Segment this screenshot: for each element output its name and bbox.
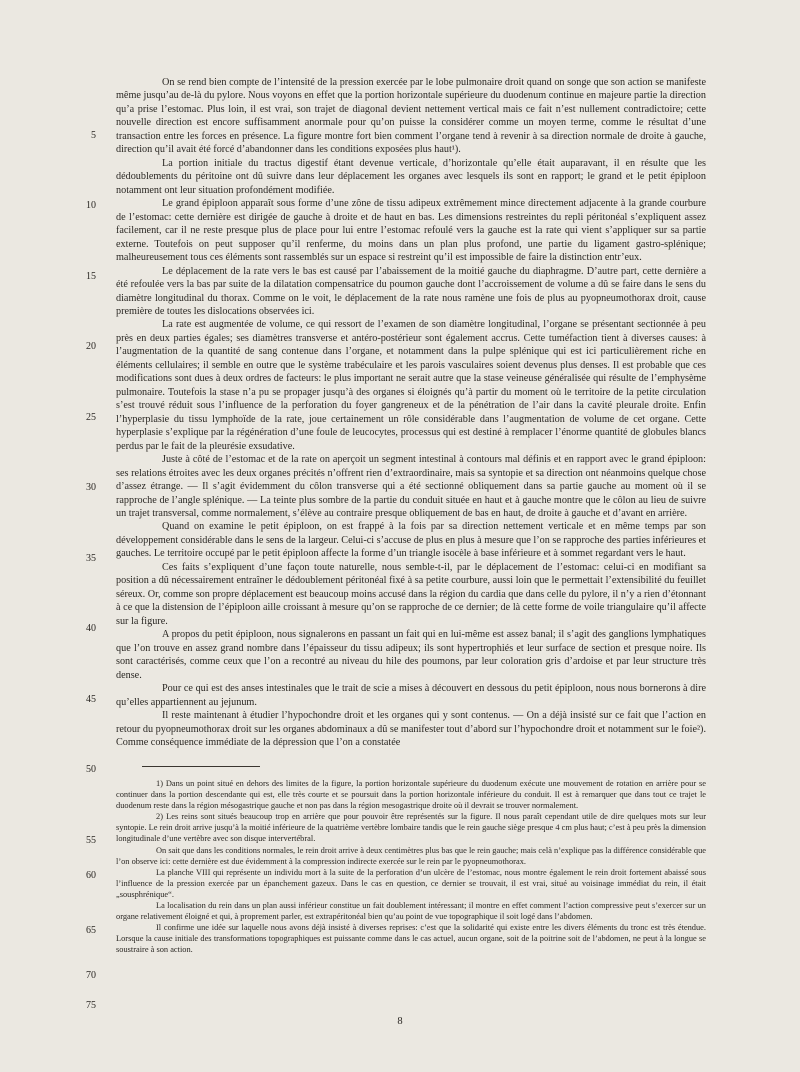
paragraph: La portion initiale du tractus digestif étant devenue verticale, d’horizontale qu’elle était auparavant, il en résulte que les dédoublements du péritoine ont dû suivre dans leur déplacement les organes avec lesquels ils sont en rapport; le grand et le petit épiploon notamment ont leur situation profondément modifiée.	[116, 157, 706, 196]
footnote: La planche VIII qui représente un individu mort à la suite de la perforation d’un ulcère de l’estomac, nous montre également le rein droit fortement abaissé sous l’influence de la pression exercée par un épanchement gazeux. Dans le cas en question, ce dernier se trouvait, il est vrai, situé au voisinage immédiat du rein, il était „sousphrénique“.	[116, 867, 706, 899]
paragraph: Pour ce qui est des anses intestinales que le trait de scie a mises à découvert en dessous du petit épiploon, nous nous bornerons à dire qu’elles appartiennent au jejunum.	[116, 683, 706, 708]
footnotes	[116, 778, 706, 956]
line-number: 35	[86, 553, 96, 564]
footnote: 2) Les reins sont situés beaucoup trop en arrière que pour pouvoir être représentés sur la figure. Il nous paraît cependant utile de dire quelques mots sur leur syntopie. Le rein droit arrive jusqu’à la moitié inférieure de la quatrième vertèbre lombaire tandis que le rein gauche siège presque 4 cm plus haut; c’est à peu près la dimension longitudinale d’une vertèbre avec son disque intervertébral.	[116, 812, 706, 844]
footnote: On sait que dans les conditions normales, le rein droit arrive à deux centimètres plus bas que le rein gauche; mais celà n’explique pas la différence considérable que l’on observe ici: cette dernière est due évidemment à la compression indirecte exercée sur le rein par le pyopneumothorax.	[116, 845, 706, 866]
paragraph: On se rend bien compte de l’intensité de la pression exercée par le lobe pulmonaire droit quand on songe que son action se manifeste même jusqu’au de-là du pylore. Nous voyons en effet que la portion horizontale supérieure du duodenum continue en majeure partie la direction qu’a prise l’estomac. Plus loin, il est vrai, son trajet de diagonal devient nettement vertical mais ce fait n’est nullement contradictoire; cette nouvelle direction est encore suffisamment anormale pour qu’on puisse la considérer comme un moyen terme, comme le résultat d’une transaction entre les forces en présence. La figure montre fort bien comment l’organe tend à revenir à sa direction normale de droite à gauche, direction qu’il avait été forcé d’abandonner dans les conditions exposées plus haut¹).	[116, 77, 706, 156]
footnote: La localisation du rein dans un plan aussi inférieur constitue un fait doublement intéressant; il montre en effet comment l’action compressive peut s’exercer sur un organe relativement éloigné et qui, à proprement parler, est extrapéritonéal bien qu’au point de vue topographique il soit logé dans l’abdomen.	[116, 901, 706, 922]
footnote-rule	[142, 766, 260, 767]
footnote: Il confirme une idée sur laquelle nous avons déjà insisté à diverses reprises: c’est que la solidarité qui existe entre les divers éléments du tronc est très étendue. Lorsque la cause initiale des transformations topographiques est puissante comme dans le cas actuel, aucun organe, soit de la poitrine soit de l’abdomen, ne peut à la longue se soustraire à son action.	[116, 923, 706, 955]
paragraph: La rate est augmentée de volume, ce qui ressort de l’examen de son diamètre longitudinal, l’organe se présentant sectionnée à peu près en deux parties égales; ses diamètres transverse et antéro-postérieur sont également accrus. Cette tuméfaction tient à diverses causes: à l’augmentation de la quantité de sang contenue dans l’organe, et notamment dans la pulpe splénique qui est ici particulièrement riche en éléments cellulaires; il semble en outre que le système trabéculaire et les parois vasculaires soient devenus plus denses. Il est probable que ces modifications sont dues à deux ordres de facteurs: le plus important ne serait autre que la stase veineuse généralisée qui résulte de l’emphysème pulmonaire. Toutefois la stase n’a pu se propager jusqu’à des organes si éloignés qu’à partir du moment où le territoire de la petite circulation s’est trouvé réduit sous l’influence de la perforation du foyer gangreneux et de la pénétration de l’air dans la cavité pleurale droite. Enfin l’hyperplasie du tissu lymphoïde de la rate, joue certainement un rôle considérable dans l’augmentation de volume de cet organe. Cette hyperplasie s’explique par la régénération d’une foule de leucocytes, processus qui est destiné à remplacer l’énorme quantité de globules blancs perdus par le fait de la pleurésie exsudative.	[116, 319, 706, 452]
line-number: 20	[86, 341, 96, 352]
paragraph: Le déplacement de la rate vers le bas est causé par l’abaissement de la moitié gauche du diaphragme. D’autre part, cette dernière a été refoulée vers la bas par suite de la dilatation compensatrice du poumon gauche dont l’accroissement de volume a dû se faire dans le sens du diamètre longitudinal du thorax. Comme on le voit, le déplacement de la rate nous ramène une fois de plus au pyopneumothorax droit, cause première de toutes les dislocations observées ici.	[116, 265, 706, 317]
line-number: 65	[86, 925, 96, 936]
paragraph: Juste à côté de l’estomac et de la rate on aperçoit un segment intestinal à contours mal définis et en rapport avec le grand épiploon: ses relations étroites avec les deux organes précités n’offrent rien d’extraordinaire, mais sa syntopie et sa direction ont néanmoins quelque chose d’assez étrange. — Il s’agit évidemment du côlon transverse qui a été sectionné obliquement dans sa partie gauche au moment où il se rapproche de l’angle splénique. — La teinte plus sombre de la partie du conduit située en haut et à gauche montre que le côlon au lieu de suivre un trajet transversal, comme normalement, s’élève au contraire presque obliquement de bas en haut, de droite à gauche et d’avant en arrière.	[116, 454, 706, 519]
line-number: 75	[86, 1000, 96, 1011]
page-number: 8	[397, 1016, 403, 1027]
footnote: 1) Dans un point situé en dehors des limites de la figure, la portion horizontale supérieure du duodenum exécute une mouvement de rotation en arrière pour se continuer dans la portion descendante qui est, elle très courte et se poursuit dans la portion horizontale inférieure du conduit. Il est à remarquer que dans tout ce trajet le duodenum reste dans la région mésogastrique gauche et non pas dans la région mesogastrique droite où il devrait se trouver normalement.	[116, 779, 706, 811]
line-number: 15	[86, 271, 96, 282]
line-number: 50	[86, 764, 96, 775]
line-number: 70	[86, 970, 96, 981]
line-number: 30	[86, 482, 96, 493]
paragraph: Quand on examine le petit épiploon, on est frappé à la fois par sa direction nettement verticale et en même temps par son développement considérable dans le sens de la largeur. Celui-ci s’accuse de plus en plus à mesure que l’on se rapproche des parties inférieures et gauches. Le territoire occupé par le petit épiploon affecte la forme d’un triangle isocèle à base inférieure et à sommet regardant vers le haut.	[116, 521, 706, 560]
paragraph: A propos du petit épiploon, nous signalerons en passant un fait qui en lui-même est assez banal; il s’agit des ganglions lymphatiques que l’on trouve en assez grand nombre dans l’épaisseur du tissu adipeux; ils sont hypertrophiés et leur surface de section et presque noire. Ils sont caractérisés, comme ceux que l’on a recontré au niveau du hile des poumons, par leur coloration gris d’ardoise et par leur structure très dense.	[116, 629, 706, 681]
paragraph: Le grand épiploon apparaît sous forme d’une zône de tissu adipeux extrêmement mince directement adjacente à la grande courbure de l’estomac: cette dernière est dirigée de gauche à droite et de haut en bas. Les dimensions restreintes du repli péritonéal s’expliquent assez facilement, car il ne reste presque plus de place pour lui entre l’estomac refoulé vers la gauche est la rate qui vient s’appliquer sur sa partie externe. Toutefois on peut supposer qu’il renferme, du moins dans un plan plus profond, une partie du ligament gastro-splénique; malheureusement tous ces éléments sont rassemblés sur un espace si restreint qu’il est impossible de faire la distinction entr’eux.	[116, 198, 706, 264]
paragraph: Il reste maintenant à étudier l’hypochondre droit et les organes qui y sont contenus. — On a déjà insisté sur ce fait que l’action en retour du pyopneumothorax droit sur les organes abdominaux a dû se manifester tout d’abord sur l’hypochondre droit et notamment sur le foie²). Comme conséquence immédiate de la dépression que l’on a constatée	[116, 710, 706, 748]
line-number: 5	[91, 130, 96, 141]
line-number: 45	[86, 694, 96, 705]
line-number: 55	[86, 835, 96, 846]
line-number: 25	[86, 412, 96, 423]
line-number: 40	[86, 623, 96, 634]
main-text	[116, 76, 706, 749]
paragraph: Ces faits s’expliquent d’une façon toute naturelle, nous semble-t-il, par le déplacement de l’estomac: celui-ci en modifiant sa position a dû nécessairement entraîner le dédoublement péritonéal fixé à sa petite courbure, aussi loin que le permettait l’extensibilité du feuillet séreux. Or, comme son propre déplacement est beaucoup moins accusé dans la région du cardia que dans celle du pylore, il n’y a rien d’étonnant à ce que la distension de l’épiploon aille croissant à mesure qu’on se rapproche de ce dernier; de là cette forme de voile triangulaire qu’il affecte sur la figure.	[116, 561, 706, 627]
line-number: 10	[86, 200, 96, 211]
line-number: 60	[86, 870, 96, 881]
